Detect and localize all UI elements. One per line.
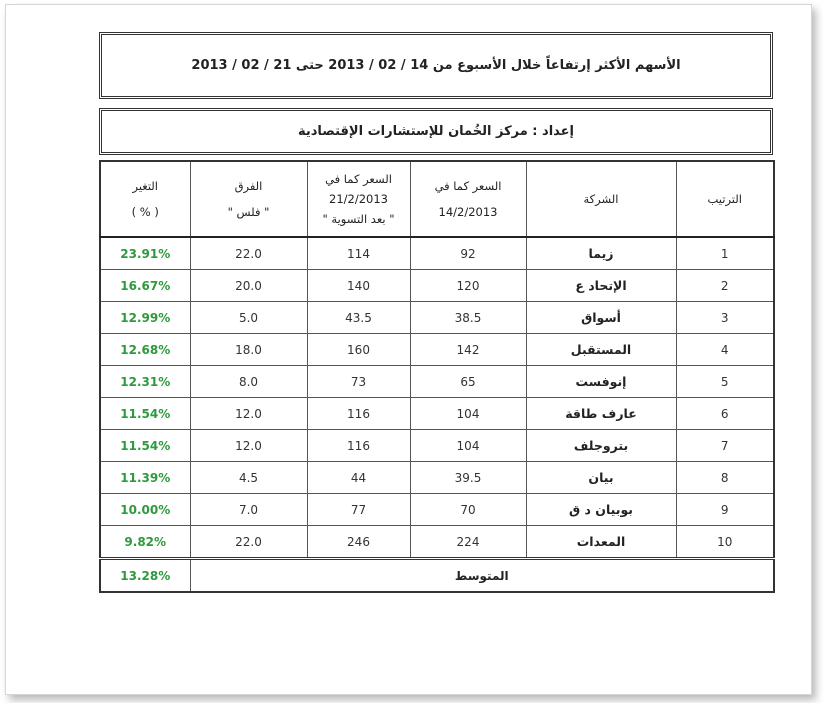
- header-change: التغير ( % ): [100, 161, 190, 237]
- change-cell: 10.00%: [100, 494, 190, 526]
- company-cell: عارف طاقة: [526, 398, 676, 430]
- diff-cell: 8.0: [190, 366, 307, 398]
- price-old-cell: 104: [410, 398, 526, 430]
- change-cell: 23.91%: [100, 237, 190, 270]
- price-new-cell: 116: [307, 430, 410, 462]
- change-cell: 11.54%: [100, 398, 190, 430]
- diff-cell: 12.0: [190, 430, 307, 462]
- price-old-cell: 120: [410, 270, 526, 302]
- diff-cell: 22.0: [190, 526, 307, 559]
- company-cell: بيان: [526, 462, 676, 494]
- rank-cell: 9: [676, 494, 774, 526]
- table-row: [100, 526, 774, 559]
- diff-cell: 7.0: [190, 494, 307, 526]
- price-old-cell: 38.5: [410, 302, 526, 334]
- change-cell: 12.68%: [100, 334, 190, 366]
- table-row: [100, 494, 774, 526]
- diff-cell: 20.0: [190, 270, 307, 302]
- company-cell: أسواق: [526, 302, 676, 334]
- rank-cell: 6: [676, 398, 774, 430]
- rank-cell: 4: [676, 334, 774, 366]
- diff-cell: 18.0: [190, 334, 307, 366]
- rank-cell: 2: [676, 270, 774, 302]
- company-cell: زيما: [526, 237, 676, 270]
- diff-cell: 5.0: [190, 302, 307, 334]
- header-price-new: السعر كما في 21/2/2013 " بعد التسوية ": [307, 161, 410, 237]
- diff-cell: 4.5: [190, 462, 307, 494]
- diff-cell: 22.0: [190, 237, 307, 270]
- change-cell: 16.67%: [100, 270, 190, 302]
- rank-cell: 5: [676, 366, 774, 398]
- table-row: [100, 302, 774, 334]
- change-cell: 12.99%: [100, 302, 190, 334]
- header-rank: الترتيب: [676, 161, 774, 237]
- company-cell: المستقبل: [526, 334, 676, 366]
- price-new-cell: 44: [307, 462, 410, 494]
- price-new-cell: 116: [307, 398, 410, 430]
- table-row: [100, 430, 774, 462]
- table-row: [100, 237, 774, 270]
- average-label: المتوسط: [190, 559, 774, 593]
- table-row: [100, 334, 774, 366]
- price-old-cell: 65: [410, 366, 526, 398]
- change-cell: 12.31%: [100, 366, 190, 398]
- table-row: [100, 366, 774, 398]
- stocks-table: [99, 160, 775, 593]
- table-row: [100, 270, 774, 302]
- price-new-cell: 73: [307, 366, 410, 398]
- rank-cell: 7: [676, 430, 774, 462]
- company-cell: بوبيان د ق: [526, 494, 676, 526]
- price-new-cell: 140: [307, 270, 410, 302]
- report-title: الأسهم الأكثر إرتفاعاً خلال الأسبوع من 14 / 02 / 2013 حتى 21 / 02 / 2013: [191, 58, 681, 73]
- rank-cell: 1: [676, 237, 774, 270]
- diff-cell: 12.0: [190, 398, 307, 430]
- price-old-cell: 224: [410, 526, 526, 559]
- price-old-cell: 142: [410, 334, 526, 366]
- prepared-by-label: إعداد : مركز الخُمان للإستشارات الإقتصادية: [297, 124, 575, 139]
- table-row: [100, 398, 774, 430]
- table-header-row: [100, 161, 774, 237]
- report-title-box: [99, 32, 773, 99]
- price-old-cell: 92: [410, 237, 526, 270]
- header-diff: الفرق " فلس ": [190, 161, 307, 237]
- rank-cell: 10: [676, 526, 774, 559]
- company-cell: الإتحاد ع: [526, 270, 676, 302]
- price-new-cell: 246: [307, 526, 410, 559]
- rank-cell: 8: [676, 462, 774, 494]
- change-cell: 11.54%: [100, 430, 190, 462]
- price-new-cell: 77: [307, 494, 410, 526]
- price-new-cell: 160: [307, 334, 410, 366]
- price-new-cell: 114: [307, 237, 410, 270]
- price-old-cell: 104: [410, 430, 526, 462]
- change-cell: 9.82%: [100, 526, 190, 559]
- prepared-by-box: [99, 108, 773, 155]
- company-cell: المعدات: [526, 526, 676, 559]
- change-cell: 11.39%: [100, 462, 190, 494]
- header-price-old: السعر كما في 14/2/2013: [410, 161, 526, 237]
- average-value: 13.28%: [100, 559, 190, 593]
- price-old-cell: 39.5: [410, 462, 526, 494]
- average-row: [100, 559, 774, 593]
- table-row: [100, 462, 774, 494]
- price-old-cell: 70: [410, 494, 526, 526]
- company-cell: إنوفست: [526, 366, 676, 398]
- rank-cell: 3: [676, 302, 774, 334]
- price-new-cell: 43.5: [307, 302, 410, 334]
- header-company: الشركة: [526, 161, 676, 237]
- company-cell: بتروجلف: [526, 430, 676, 462]
